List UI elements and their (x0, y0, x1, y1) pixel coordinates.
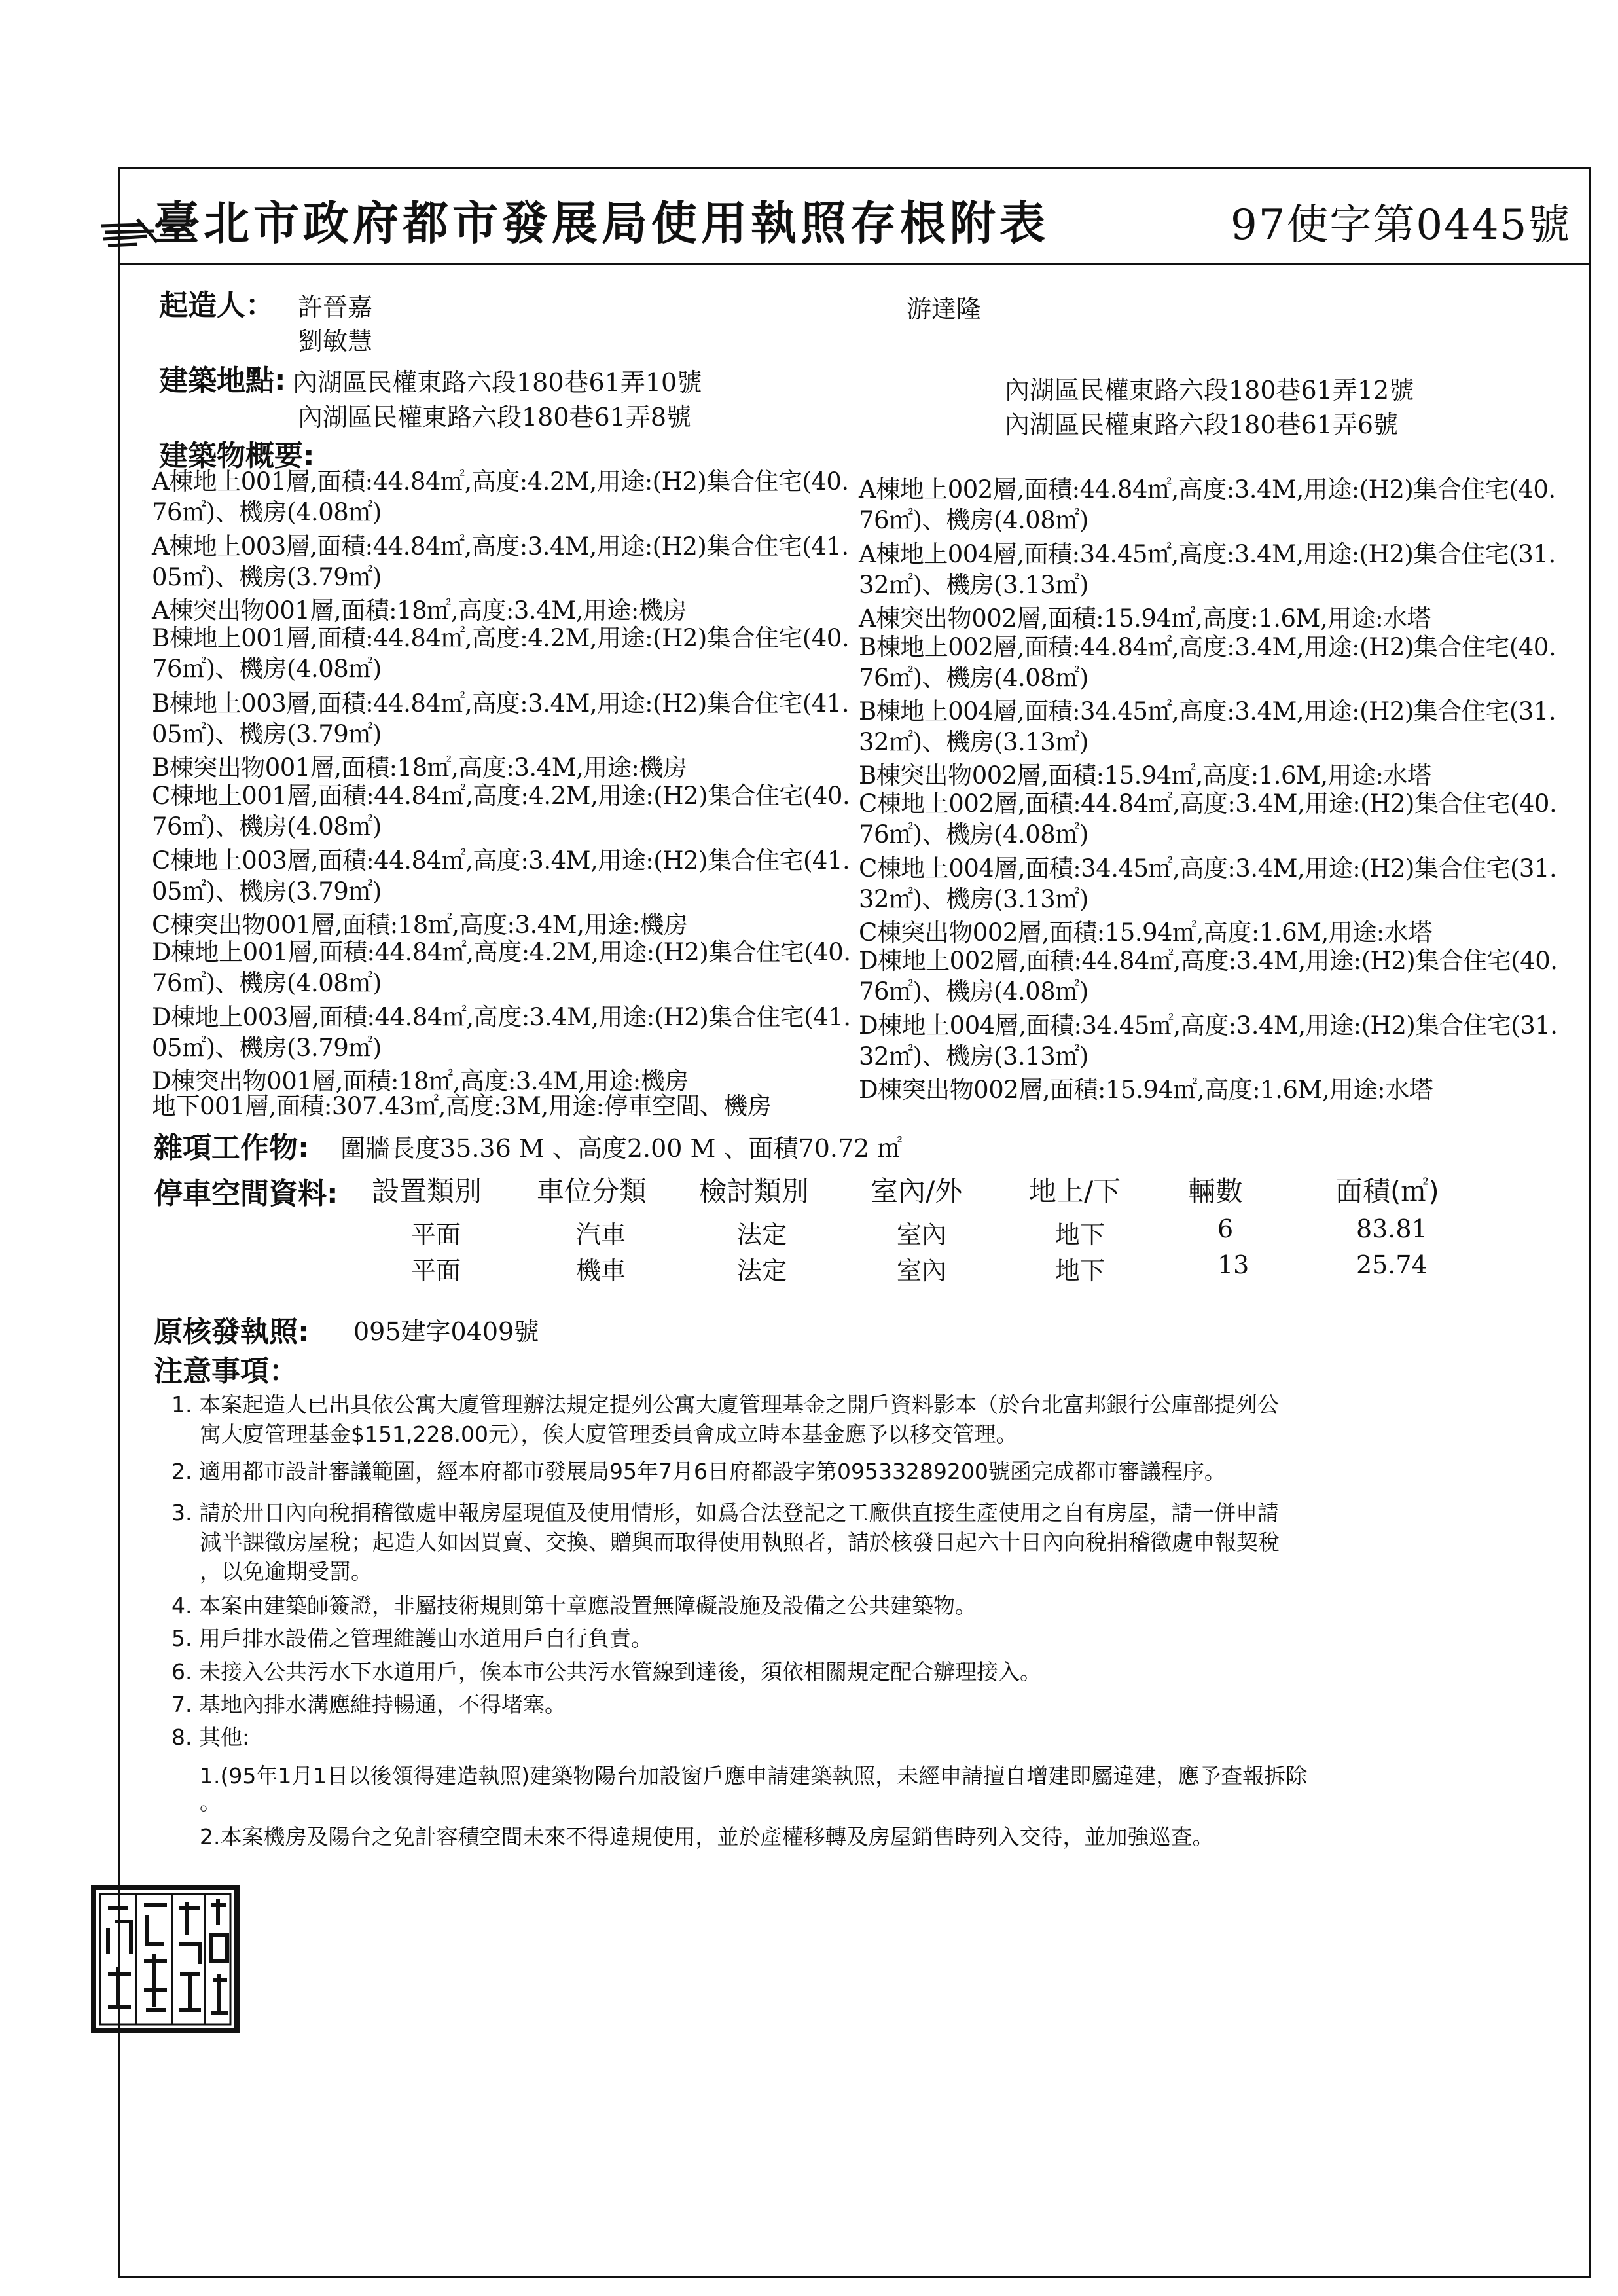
building-line: 05㎡)、機房(3.79㎡) (152, 720, 382, 748)
note-line: 1. 本案起造人已出具依公寓大廈管理辦法規定提列公寓大廈管理基金之開戶資料影本（於台北富邦銀行公庫部提列公 (171, 1392, 1279, 1417)
building-line: 32㎡)、機房(3.13㎡) (859, 571, 1088, 599)
building-line: 05㎡)、機房(3.79㎡) (152, 563, 382, 591)
note-line: ，以免逾期受罰。 (200, 1559, 372, 1584)
parking-cell: 83.81 (1356, 1214, 1428, 1243)
parking-header: 地上/下 (1029, 1175, 1121, 1207)
parking-cell: 平面 (411, 1256, 461, 1285)
note-line: 4. 本案由建築師簽證，非屬技術規則第十章應設置無障礙設施及設備之公共建築物。 (171, 1593, 977, 1618)
building-line: A棟突出物002層,面積:15.94㎡,高度:1.6M,用途:水塔 (859, 604, 1431, 632)
note-line: 2.本案機房及陽台之免計容積空間未來不得違規使用，並於產權移轉及房屋銷售時列入交待，並加強巡查。 (200, 1824, 1214, 1850)
applicant-name: 游達隆 (907, 295, 982, 323)
building-line: B棟地上003層,面積:44.84㎡,高度:3.4M,用途:(H2)集合住宅(41. (152, 689, 850, 718)
building-line: 地下001層,面積:307.43㎡,高度:3M,用途:停車空間、機房 (152, 1092, 772, 1120)
building-line: B棟突出物002層,面積:15.94㎡,高度:1.6M,用途:水塔 (859, 761, 1431, 790)
applicants-label: 起造人： (159, 289, 274, 322)
building-line: C棟地上004層,面積:34.45㎡,高度:3.4M,用途:(H2)集合住宅(31. (859, 854, 1557, 883)
parking-cell: 法定 (737, 1220, 787, 1249)
building-line: D棟突出物001層,面積:18㎡,高度:3.4M,用途:機房 (152, 1067, 689, 1095)
building-line: D棟地上004層,面積:34.45㎡,高度:3.4M,用途:(H2)集合住宅(31. (859, 1011, 1558, 1040)
building-line: D棟突出物002層,面積:15.94㎡,高度:1.6M,用途:水塔 (859, 1076, 1433, 1104)
note-line: 5. 用戶排水設備之管理維護由水道用戶自行負責。 (171, 1626, 653, 1651)
parking-cell: 地下 (1055, 1256, 1106, 1285)
building-line: 76㎡)、機房(4.08㎡) (859, 664, 1088, 692)
building-line: 32㎡)、機房(3.13㎡) (859, 885, 1088, 913)
note-line: 7. 基地內排水溝應維持暢通，不得堵塞。 (171, 1692, 566, 1717)
parking-header: 輛數 (1188, 1175, 1244, 1207)
notes-label: 注意事項： (154, 1355, 298, 1388)
site-label: 建築地點: (159, 364, 286, 397)
note-line: 減半課徵房屋稅；起造人如因買賣、交換、贈與而取得使用執照者，請於核發日起六十日內向稅捐稽徵處申報契稅 (200, 1529, 1280, 1555)
building-line: D棟地上001層,面積:44.84㎡,高度:4.2M,用途:(H2)集合住宅(40. (152, 938, 851, 966)
building-line: B棟地上001層,面積:44.84㎡,高度:4.2M,用途:(H2)集合住宅(40. (152, 624, 850, 652)
parking-label: 停車空間資料: (154, 1177, 338, 1211)
parking-cell: 室內 (897, 1220, 947, 1249)
building-line: B棟突出物001層,面積:18㎡,高度:3.4M,用途:機房 (152, 754, 687, 782)
permit-number: 97使字第0445號 (1231, 201, 1572, 249)
site-address: 內湖區民權東路六段180巷61弄12號 (1005, 376, 1414, 405)
parking-cell: 25.74 (1356, 1250, 1428, 1279)
building-line: 32㎡)、機房(3.13㎡) (859, 728, 1088, 756)
parking-header: 設置類別 (372, 1175, 482, 1207)
title-divider (118, 263, 1591, 265)
building-line: B棟地上004層,面積:34.45㎡,高度:3.4M,用途:(H2)集合住宅(31. (859, 697, 1556, 725)
site-address: 內湖區民權東路六段180巷61弄10號 (293, 368, 702, 397)
note-line: 寓大廈管理基金$151,228.00元），俟大廈管理委員會成立時本基金應予以移交管理。 (200, 1421, 1018, 1447)
parking-cell: 法定 (737, 1256, 787, 1285)
building-line: B棟地上002層,面積:44.84㎡,高度:3.4M,用途:(H2)集合住宅(40. (859, 633, 1556, 661)
building-line: C棟地上003層,面積:44.84㎡,高度:3.4M,用途:(H2)集合住宅(41. (152, 847, 850, 875)
applicant-name: 劉敏慧 (298, 327, 373, 355)
building-summary-label: 建築物概要: (159, 439, 315, 473)
parking-cell: 地下 (1055, 1220, 1106, 1249)
building-line: 05㎡)、機房(3.79㎡) (152, 1034, 382, 1062)
building-line: 76㎡)、機房(4.08㎡) (859, 820, 1088, 848)
building-line: A棟突出物001層,面積:18㎡,高度:3.4M,用途:機房 (152, 596, 687, 625)
building-line: A棟地上004層,面積:34.45㎡,高度:3.4M,用途:(H2)集合住宅(31. (859, 540, 1556, 568)
building-line: 76㎡)、機房(4.08㎡) (152, 812, 382, 841)
original-license-number: 095建字0409號 (353, 1317, 539, 1346)
misc-works-label: 雜項工作物: (154, 1131, 310, 1165)
building-line: C棟地上002層,面積:44.84㎡,高度:3.4M,用途:(H2)集合住宅(40. (859, 790, 1557, 818)
parking-cell: 室內 (897, 1256, 947, 1285)
misc-works-text: 圍牆長度35.36 M 、高度2.00 M 、面積70.72 ㎡ (340, 1134, 903, 1163)
building-line: C棟地上001層,面積:44.84㎡,高度:4.2M,用途:(H2)集合住宅(40. (152, 782, 850, 810)
building-line: A棟地上003層,面積:44.84㎡,高度:3.4M,用途:(H2)集合住宅(41. (152, 532, 849, 560)
building-line: A棟地上002層,面積:44.84㎡,高度:3.4M,用途:(H2)集合住宅(40. (859, 475, 1556, 503)
building-line: C棟突出物002層,面積:15.94㎡,高度:1.6M,用途:水塔 (859, 919, 1432, 947)
site-address: 內湖區民權東路六段180巷61弄6號 (1005, 410, 1399, 439)
parking-cell: 汽車 (576, 1220, 626, 1249)
building-line: 76㎡)、機房(4.08㎡) (859, 977, 1088, 1006)
building-line: D棟地上003層,面積:44.84㎡,高度:3.4M,用途:(H2)集合住宅(41. (152, 1003, 851, 1031)
site-address: 內湖區民權東路六段180巷61弄8號 (298, 403, 692, 431)
parking-cell: 6 (1217, 1214, 1234, 1243)
official-seal (88, 1882, 242, 2036)
building-line: 05㎡)、機房(3.79㎡) (152, 877, 382, 905)
building-line: 76㎡)、機房(4.08㎡) (152, 969, 382, 997)
parking-cell: 機車 (576, 1256, 626, 1285)
building-line: C棟突出物001層,面積:18㎡,高度:3.4M,用途:機房 (152, 911, 688, 939)
parking-header: 面積(㎡) (1335, 1175, 1439, 1207)
original-license-label: 原核發執照: (154, 1315, 310, 1349)
parking-cell: 平面 (411, 1220, 461, 1249)
parking-header: 室內/外 (871, 1175, 963, 1207)
building-line: D棟地上002層,面積:44.84㎡,高度:3.4M,用途:(H2)集合住宅(40. (859, 947, 1558, 975)
parking-header: 車位分類 (537, 1175, 647, 1207)
building-line: 76㎡)、機房(4.08㎡) (152, 655, 382, 683)
parking-cell: 13 (1217, 1250, 1249, 1279)
note-line: 。 (200, 1789, 221, 1815)
note-line: 6. 未接入公共污水下水道用戶，俟本市公共污水管線到達後，須依相關規定配合辦理接入。 (171, 1659, 1041, 1685)
building-line: 32㎡)、機房(3.13㎡) (859, 1042, 1088, 1070)
note-line: 1.(95年1月1日以後領得建造執照)建築物陽台加設窗戶應申請建築執照，未經申請擅自增建即屬違建，應予查報拆除 (200, 1763, 1308, 1789)
note-line: 8. 其他: (171, 1724, 250, 1750)
building-line: A棟地上001層,面積:44.84㎡,高度:4.2M,用途:(H2)集合住宅(40. (152, 467, 849, 496)
note-line: 2. 適用都市設計審議範圍，經本府都市發展局95年7月6日府都設字第09533289200號函完成都市審議程序。 (171, 1459, 1226, 1484)
parking-header: 檢討類別 (699, 1175, 810, 1207)
building-line: 76㎡)、機房(4.08㎡) (152, 498, 382, 526)
note-line: 3. 請於卅日內向稅捐稽徵處申報房屋現值及使用情形，如爲合法登記之工廠供直接生產使用之自有房屋，請一併申請 (171, 1500, 1279, 1525)
document-title: 臺北市政府都市發展局使用執照存根附表 (154, 196, 1049, 250)
building-line: 76㎡)、機房(4.08㎡) (859, 506, 1088, 534)
applicant-name: 許晉嘉 (298, 293, 373, 321)
